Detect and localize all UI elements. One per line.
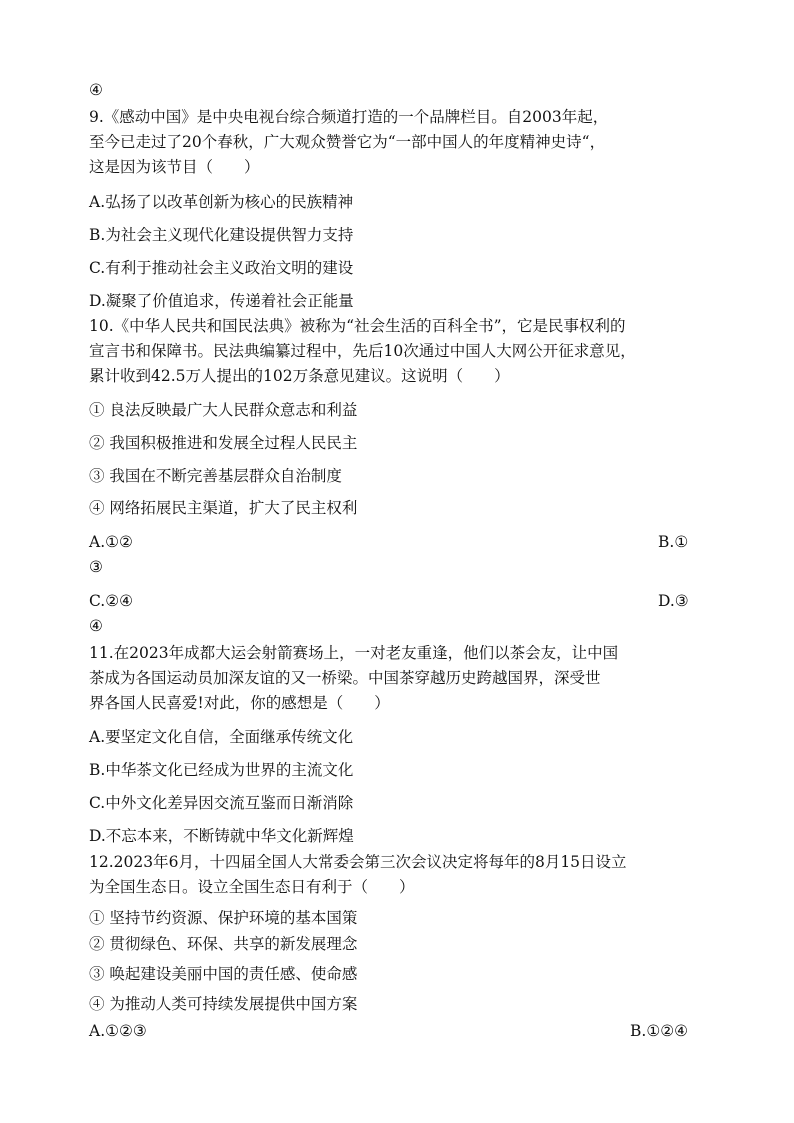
q10-choice-d-wrap: ④ [89,617,103,635]
q12-stem-line: 为全国生态日。设立全国生态日有利于（ ） [89,878,415,896]
q9-option-a: A.弘扬了以改革创新为核心的民族精神 [89,193,354,211]
q10-statement-2: ② 我国积极推进和发展全过程人民民主 [89,434,358,452]
q10-choice-a: A.①② [89,533,133,551]
q10-choice-d: D.③ [658,592,689,610]
q11-option-d: D.不忘本来，不断铸就中华文化新辉煌 [89,827,354,845]
q12-choice-a: A.①②③ [89,1022,147,1040]
q10-stem-line: 10.《中华人民共和国民法典》被称为“社会生活的百科全书”，它是民事权利的 [89,317,626,335]
q11-option-a: A.要坚定文化自信，全面继承传统文化 [89,728,354,746]
q10-choice-b: B.① [658,533,689,551]
q11-stem-line: 11.在2023年成都大运会射箭赛场上，一对老友重逢，他们以茶会友，让中国 [89,644,619,662]
q11-option-c: C.中外文化差异因交流互鉴而日渐消除 [89,794,354,812]
q12-statement-4: ④ 为推动人类可持续发展提供中国方案 [89,995,358,1013]
q12-statement-3: ③ 唤起建设美丽中国的责任感、使命感 [89,965,358,983]
q10-stem-line: 宣言书和保障书。民法典编纂过程中，先后10次通过中国人大网公开征求意见， [89,342,636,360]
q12-stem-line: 12.2023年6月，十四届全国人大常委会第三次会议决定将每年的8月15日设立 [89,853,627,871]
q10-choice-c: C.②④ [89,592,134,610]
q11-stem-line: 界各国人民喜爱!对此，你的感想是（ ） [89,694,390,712]
q9-stem-line: 这是因为该节目（ ） [89,158,260,176]
q11-option-b: B.中华茶文化已经成为世界的主流文化 [89,761,354,779]
q12-statement-1: ① 坚持节约资源、保护环境的基本国策 [89,909,358,927]
q12-statement-2: ② 贯彻绿色、环保、共享的新发展理念 [89,935,358,953]
q10-statement-1: ① 良法反映最广大人民群众意志和利益 [89,401,358,419]
q10-choice-b-wrap: ③ [89,558,103,576]
q10-statement-4: ④ 网络拓展民主渠道，扩大了民主权利 [89,499,358,517]
q10-statement-3: ③ 我国在不断完善基层群众自治制度 [89,467,342,485]
q10-stem-line: 累计收到42.5万人提出的102万条意见建议。这说明（ ） [89,367,510,385]
q9-stem-line: 至今已走过了20个春秋，广大观众赞誉它为“一部中国人的年度精神史诗“， [89,133,606,151]
q9-option-c: C.有利于推动社会主义政治文明的建设 [89,259,354,277]
q9-option-d: D.凝聚了价值追求，传递着社会正能量 [89,292,354,310]
q11-stem-line: 茶成为各国运动员加深友谊的又一桥梁。中国茶穿越历史跨越国界，深受世 [89,669,601,687]
q9-option-b: B.为社会主义现代化建设提供智力支持 [89,226,354,244]
q12-choice-b: B.①②④ [630,1022,689,1040]
top-fragment: ④ [89,81,103,99]
q9-stem-line: 9.《感动中国》是中央电视台综合频道打造的一个品牌栏目。自2003年起， [89,108,609,126]
